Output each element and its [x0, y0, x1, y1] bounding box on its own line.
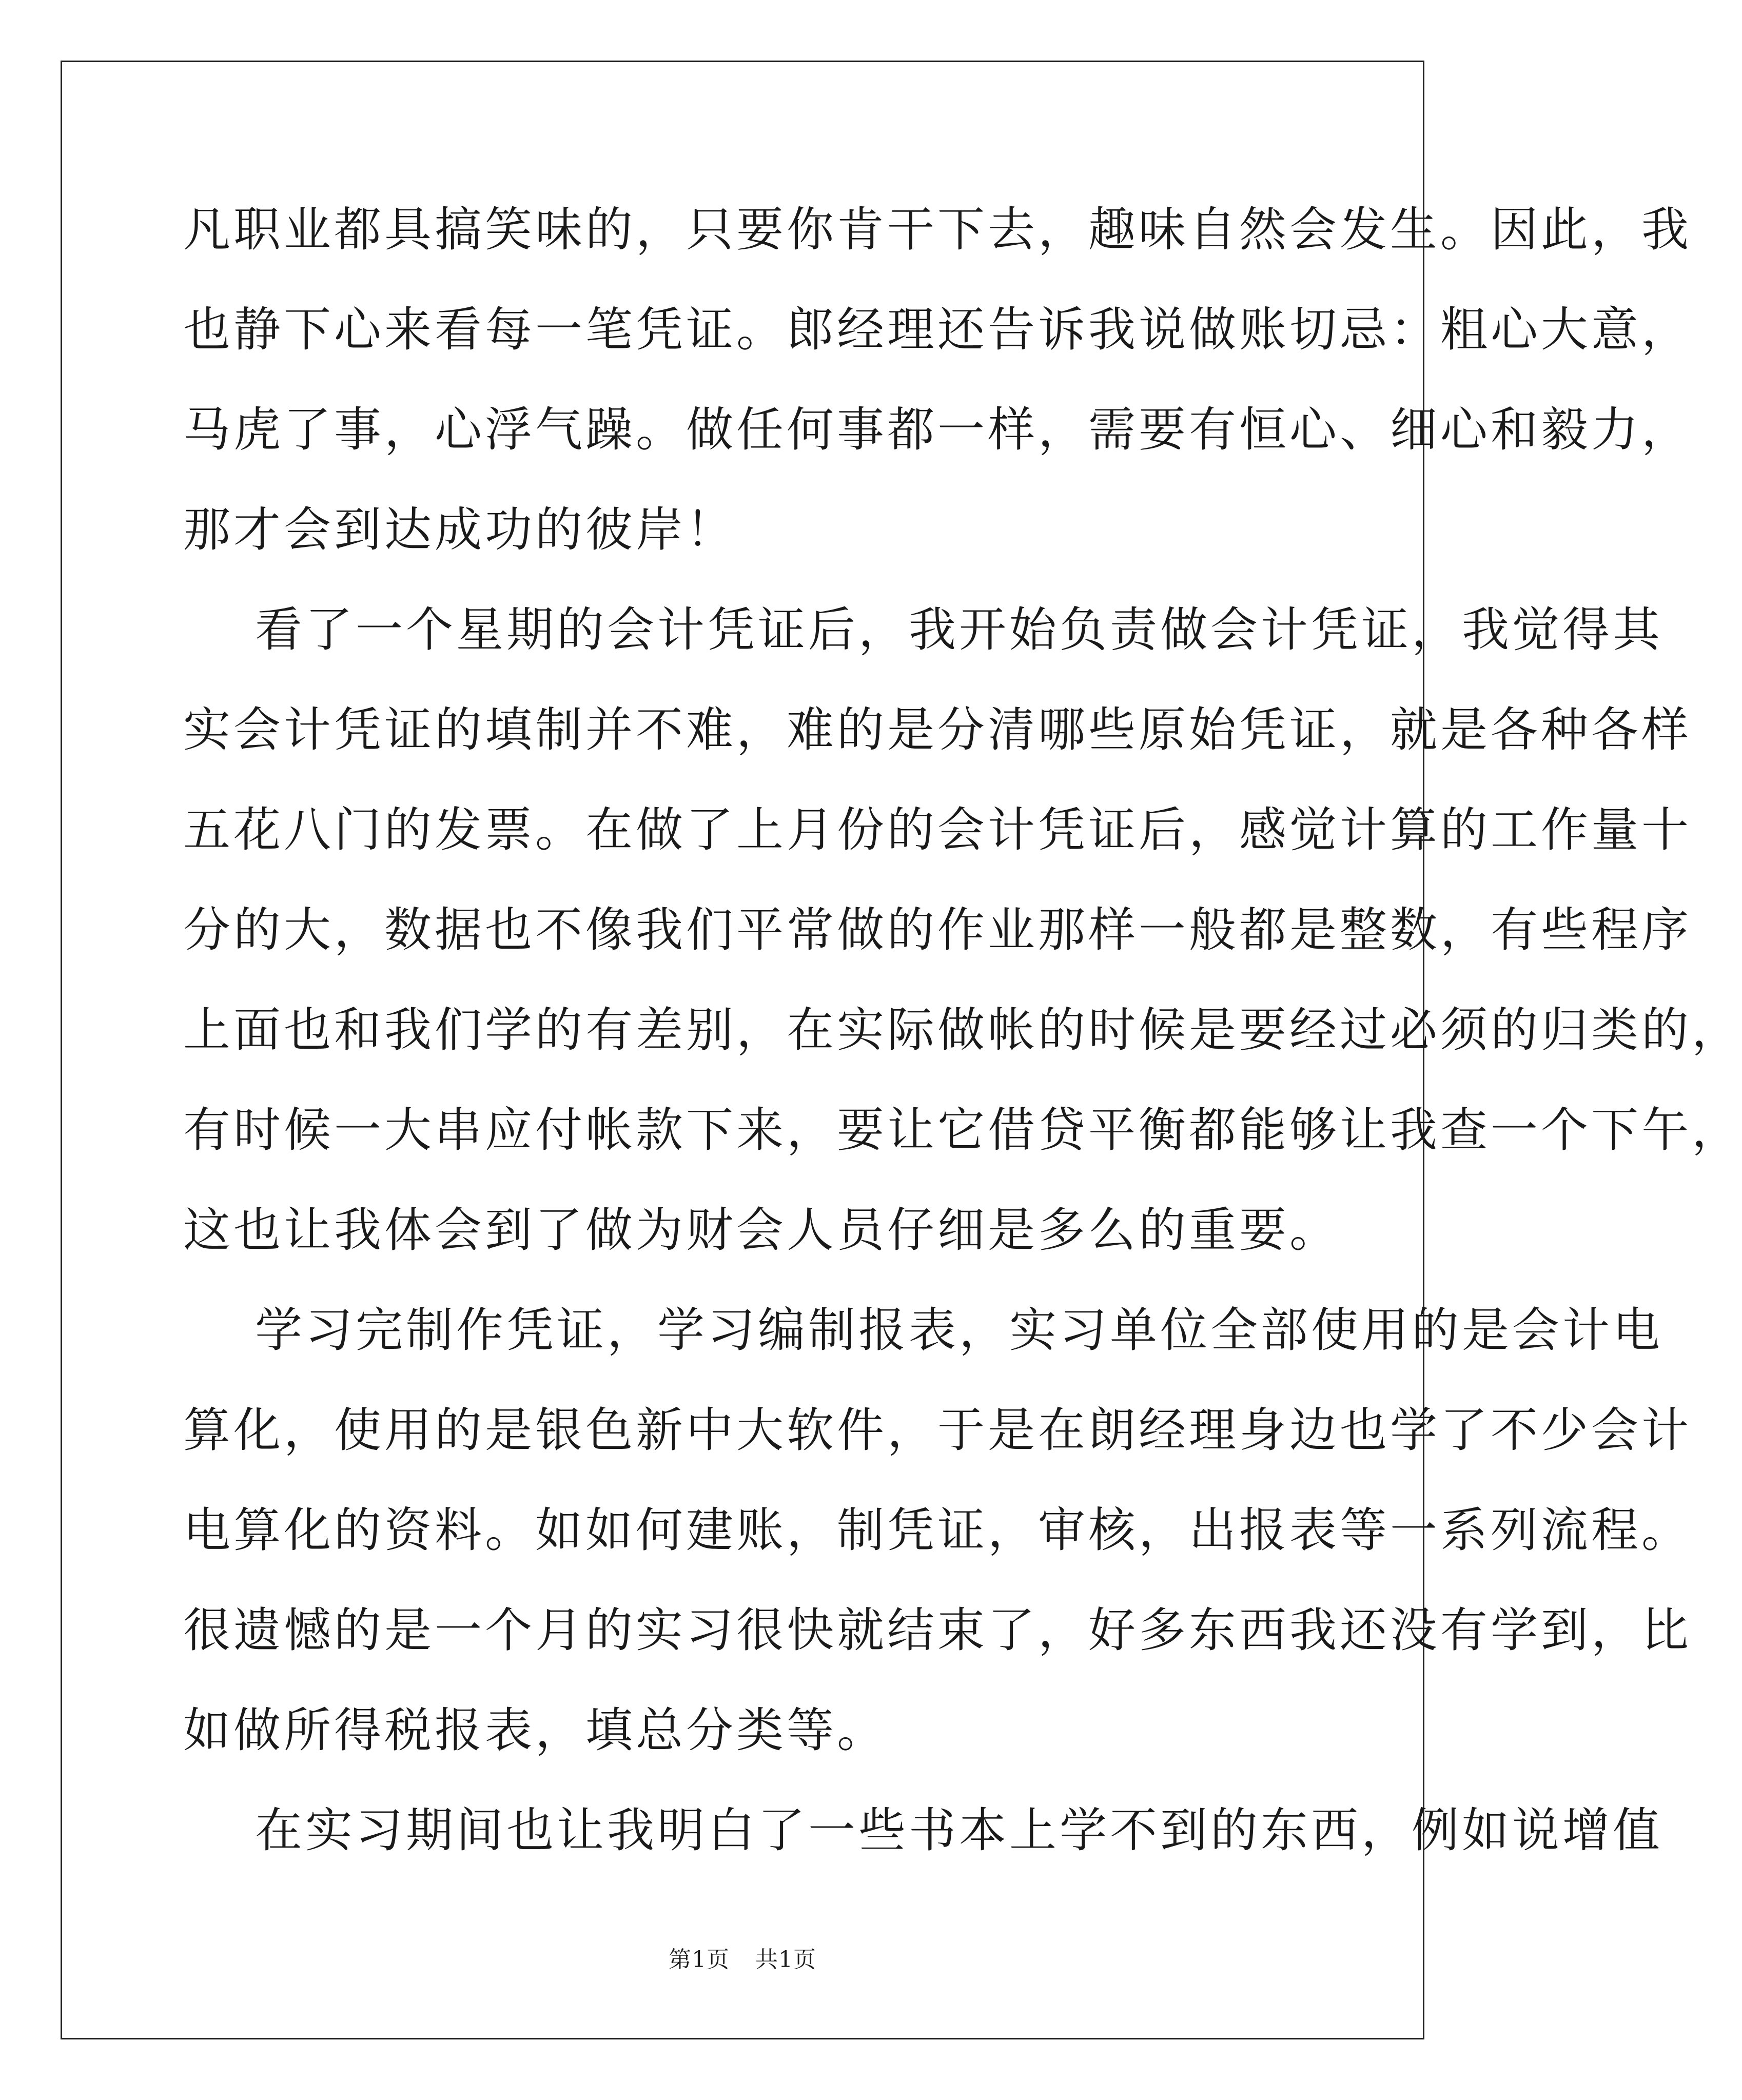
text-line: 看了一个星期的会计凭证后，我开始负责做会计凭证，我觉得其 — [255, 602, 1663, 657]
page-footer — [0, 1945, 1485, 1975]
page-number: 第1页 — [669, 1947, 730, 1973]
text-line: 在实习期间也让我明白了一些书本上学不到的东西，例如说增值 — [255, 1803, 1663, 1858]
text-line: 电算化的资料。如如何建账，制凭证，审核，出报表等一系列流程。 — [183, 1503, 1692, 1558]
text-line: 实会计凭证的填制并不难，难的是分清哪些原始凭证，就是各种各样 — [183, 702, 1692, 757]
text-line: 凡职业都具搞笑味的，只要你肯干下去，趣味自然会发生。因此，我 — [183, 202, 1692, 257]
text-line: 如做所得税报表，填总分类等。 — [183, 1703, 888, 1758]
text-line: 分的大，数据也不像我们平常做的作业那样一般都是整数，有些程序 — [183, 902, 1692, 957]
text-line: 学习完制作凭证，学习编制报表，实习单位全部使用的是会计电 — [255, 1303, 1663, 1358]
text-line: 也静下心来看每一笔凭证。郎经理还告诉我说做账切忌：粗心大意， — [183, 302, 1692, 357]
text-line: 这也让我体会到了做为财会人员仔细是多么的重要。 — [183, 1203, 1340, 1258]
text-line: 上面也和我们学的有差别，在实际做帐的时候是要经过必须的归类的， — [183, 1003, 1742, 1057]
text-line: 马虎了事，心浮气躁。做任何事都一样，需要有恒心、细心和毅力， — [183, 402, 1692, 457]
text-line: 那才会到达成功的彼岸！ — [183, 502, 737, 557]
text-line: 有时候一大串应付帐款下来，要让它借贷平衡都能够让我查一个下午， — [183, 1103, 1742, 1157]
text-line: 五花八门的发票。在做了上月份的会计凭证后，感觉计算的工作量十 — [183, 802, 1692, 857]
text-line: 算化，使用的是银色新中大软件，于是在朗经理身边也学了不少会计 — [183, 1403, 1692, 1458]
text-line: 很遗憾的是一个月的实习很快就结束了，好多东西我还没有学到，比 — [183, 1603, 1692, 1658]
page-total: 共1页 — [755, 1947, 816, 1973]
